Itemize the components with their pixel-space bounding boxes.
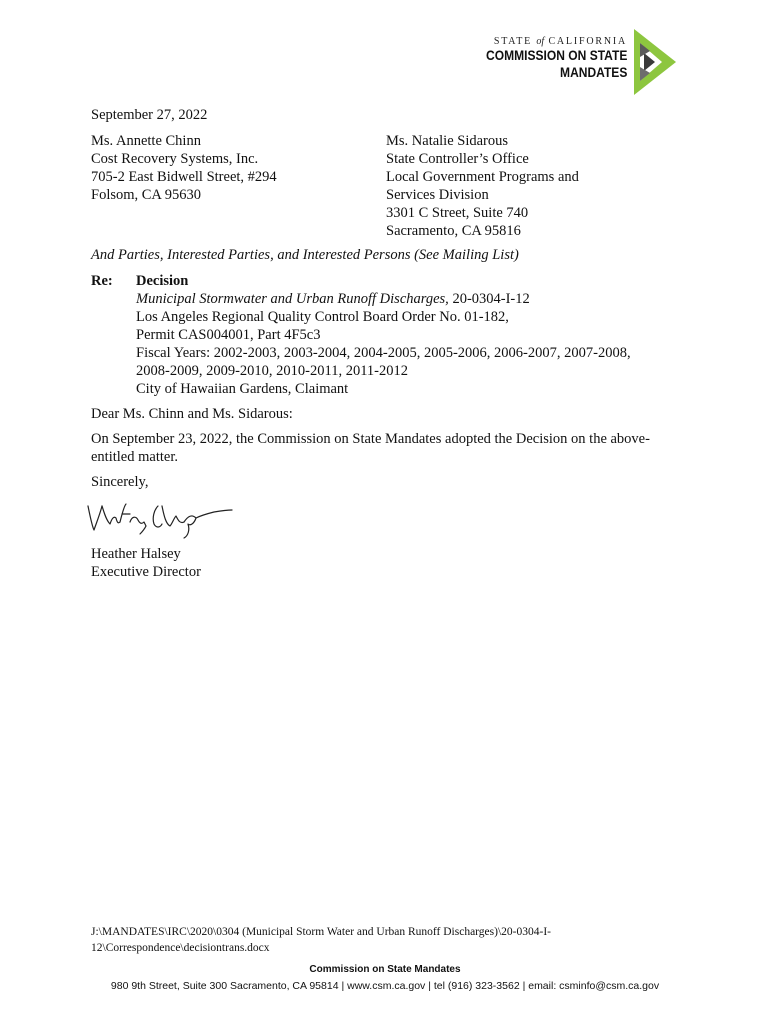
address-line: State Controller’s Office xyxy=(386,151,529,167)
re-block xyxy=(136,272,631,398)
recipient-address-right xyxy=(386,132,579,240)
re-line: Fiscal Years: 2002-2003, 2003-2004, 2004-2005, 2005-2006, 2006-2007, 2007-2008, xyxy=(136,345,631,361)
re-line: 2008-2009, 2009-2010, 2010-2011, 2011-2012 xyxy=(136,363,408,379)
signer-title: Executive Director xyxy=(91,564,201,580)
re-title: Decision xyxy=(136,273,189,289)
re-line: City of Hawaiian Gardens, Claimant xyxy=(136,381,349,397)
letterhead-text xyxy=(463,36,627,81)
re-label: Re: xyxy=(91,273,113,289)
re-line: Permit CAS004001, Part 4F5c3 xyxy=(136,327,321,343)
address-line: Local Government Programs and xyxy=(386,169,579,185)
address-line: Folsom, CA 95630 xyxy=(91,187,201,203)
signature-icon xyxy=(84,494,234,540)
body-paragraph: On September 23, 2022, the Commission on State Mandates adopted the Decision on the above-entitled matter. xyxy=(91,431,650,465)
address-line: 3301 C Street, Suite 740 xyxy=(386,205,529,221)
signer-name: Heather Halsey xyxy=(91,546,181,562)
re-matter xyxy=(136,290,631,308)
salutation: Dear Ms. Chinn and Ms. Sidarous: xyxy=(91,406,293,422)
address-line: Cost Recovery Systems, Inc. xyxy=(91,151,259,167)
letter-date: September 27, 2022 xyxy=(91,107,208,123)
state-name: CALIFORNIA xyxy=(548,36,627,47)
re-line: Los Angeles Regional Quality Control Board Order No. 01-182, xyxy=(136,309,509,325)
org-name-line2: MANDATES xyxy=(559,64,627,80)
file-path-line: J:\MANDATES\IRC\2020\0304 (Municipal Storm Water and Urban Runoff Discharges)\20-0304-I- xyxy=(91,926,551,938)
footer-org-name: Commission on State Mandates xyxy=(309,964,461,975)
address-line: Sacramento, CA 95816 xyxy=(386,223,521,239)
cc-line: And Parties, Interested Parties, and Interested Persons (See Mailing List) xyxy=(91,247,519,263)
re-matter-number: 20-0304-I-12 xyxy=(448,291,530,307)
address-line: Services Division xyxy=(386,187,489,203)
signer-block xyxy=(91,545,201,581)
closing: Sincerely, xyxy=(91,474,149,490)
footer-contact: 980 9th Street, Suite 300 Sacramento, CA 95814 | www.csm.ca.gov | tel (916) 323-3562 | email: csminfo@csm.ca.gov xyxy=(110,980,660,992)
commission-logo-icon xyxy=(630,27,678,97)
state-prefix: STATE xyxy=(493,36,533,47)
recipient-address-left xyxy=(91,132,277,204)
address-line: Ms. Annette Chinn xyxy=(91,133,201,149)
org-name-line1: COMMISSION ON STATE xyxy=(485,47,627,63)
address-line: 705-2 East Bidwell Street, #294 xyxy=(91,169,277,185)
file-path xyxy=(91,924,651,956)
file-path-line: 12\Correspondence\decisiontrans.docx xyxy=(91,942,270,954)
state-of: of xyxy=(536,36,545,47)
address-line: Ms. Natalie Sidarous xyxy=(386,133,509,149)
state-of-california-label xyxy=(463,36,627,47)
re-matter-name: Municipal Stormwater and Urban Runoff Discharges, xyxy=(136,291,449,307)
